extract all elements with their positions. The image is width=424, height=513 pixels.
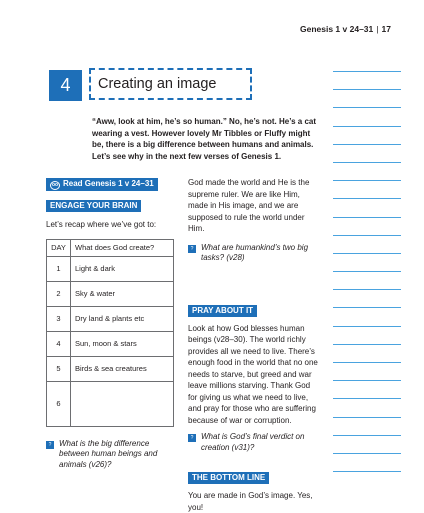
question-item [188, 432, 320, 453]
pray-paragraph: Look at how God blesses human beings (v28–30). The world richly provides all we need to live. There’s enough food in the world that no one needs to starve, but greed and war leave millions starving. Thank God for giving us what we need to live, and pray for those who are suffering because of war or corruption. [188, 323, 318, 425]
question-item [188, 243, 320, 264]
engage-heading: ENGAGE YOUR BRAIN [46, 200, 141, 212]
note-line [333, 107, 401, 108]
table-row [47, 331, 174, 356]
note-line [333, 126, 401, 127]
note-lines [333, 71, 401, 489]
section-title-box [89, 68, 252, 100]
table-cell-create: Light & dark [71, 256, 174, 281]
section-number: 4 [49, 70, 82, 101]
bottom-line-text: You are made in God’s image. Yes, you! [188, 491, 313, 512]
table-row [47, 306, 174, 331]
note-line [333, 217, 401, 218]
note-line [333, 144, 401, 145]
table-row [47, 356, 174, 381]
table-cell-create: Sun, moon & stars [71, 331, 174, 356]
pray-heading: PRAY ABOUT IT [188, 305, 257, 317]
read-label [46, 178, 158, 191]
note-line [333, 253, 401, 254]
table-header-create: What does God create? [71, 239, 174, 256]
question-icon: ? [46, 441, 54, 449]
note-line [333, 235, 401, 236]
note-line [333, 307, 401, 308]
note-line [333, 71, 401, 72]
note-line [333, 89, 401, 90]
note-line [333, 471, 401, 472]
right-column [188, 177, 320, 513]
note-line [333, 271, 401, 272]
question-text: What is the big difference between human beings and animals (v26)? [59, 438, 158, 469]
table-cell-day: 3 [47, 306, 71, 331]
table-cell-day: 6 [47, 381, 71, 426]
table-cell-day: 4 [47, 331, 71, 356]
left-column [46, 173, 174, 470]
recap-table [46, 239, 174, 427]
note-line [333, 417, 401, 418]
note-line [333, 289, 401, 290]
note-line [333, 198, 401, 199]
read-label-text: Read Genesis 1 v 24–31 [63, 179, 154, 188]
table-header-day: DAY [47, 239, 71, 256]
table-cell-day: 1 [47, 256, 71, 281]
header-separator: | [376, 24, 379, 34]
table-row [47, 381, 174, 426]
table-cell-create: Sky & water [71, 281, 174, 306]
note-line [333, 435, 401, 436]
table-header-row [47, 239, 174, 256]
page-number: 17 [381, 24, 391, 34]
note-line [333, 344, 401, 345]
question-icon: ? [188, 245, 196, 253]
bible-glasses-icon: oo [51, 182, 59, 188]
table-cell-create: Birds & sea creatures [71, 356, 174, 381]
note-line [333, 380, 401, 381]
table-cell-create: Dry land & plants etc [71, 306, 174, 331]
table-cell-day: 5 [47, 356, 71, 381]
running-title: Genesis 1 v 24–31 [300, 24, 374, 34]
note-line [333, 180, 401, 181]
note-line [333, 453, 401, 454]
engage-lead: Let’s recap where we’ve got to: [46, 220, 157, 229]
note-line [333, 398, 401, 399]
note-line [333, 326, 401, 327]
question-item [46, 439, 174, 471]
col2-paragraph: God made the world and He is the supreme ruler. We are like Him, made in His image, and we are supposed to rule the world under Him. [188, 178, 310, 233]
table-cell-day: 2 [47, 281, 71, 306]
running-header [300, 24, 412, 34]
bottom-line-heading: THE BOTTOM LINE [188, 472, 269, 484]
note-line [333, 162, 401, 163]
question-text: What is God’s final verdict on creation (v31)? [201, 432, 305, 452]
table-row [47, 281, 174, 306]
question-icon: ? [188, 434, 196, 442]
table-cell-create-answer [71, 381, 174, 426]
section-title: Creating an image [98, 76, 217, 92]
intro-paragraph: “Aww, look at him, he’s so human.” No, he’s not. He’s a cat wearing a vest. However lovely Mr Tibbles or Fluffy might be, there is a big difference between humans and animals. Let’s see why in the next few verses of Genesis 1. [92, 117, 317, 161]
table-row [47, 256, 174, 281]
note-line [333, 362, 401, 363]
question-text: What are humankind’s two big tasks? (v28) [201, 242, 309, 262]
